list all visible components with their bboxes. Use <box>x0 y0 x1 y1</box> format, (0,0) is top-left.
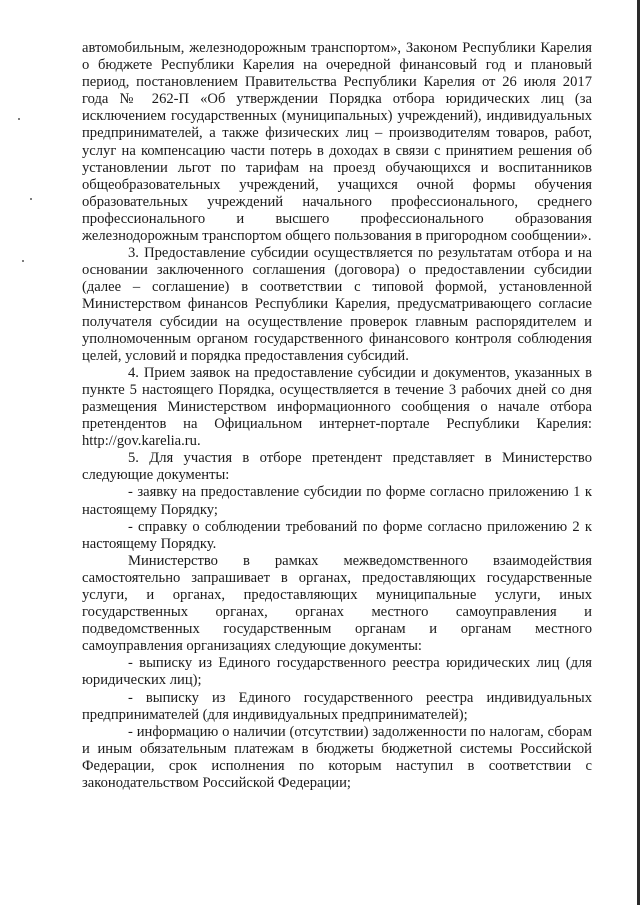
scan-speck <box>30 198 32 200</box>
list-item-certificate: - справку о соблюдении требований по форме согласно приложению 2 к настоящему Порядку. <box>82 518 592 552</box>
list-item-egrul: - выписку из Единого государственного реестра юридических лиц (для юридических лиц); <box>82 655 592 689</box>
paragraph-ministry-request: Министерство в рамках межведомственного взаимодействия самостоятельно запрашивает в органах, предоставляющих государственные услуги, и органах, предоставляющих муниципальные услуги, иных государственных органах, органах местного самоуправления и подведомственных государственным органам и органам местного самоуправления организациях следующие документы: <box>82 552 592 655</box>
paragraph-continuation: автомобильным, железнодорожным транспортом», Законом Республики Карелия о бюджете Республики Карелия на очередной финансовый год и плановый период, постановлением Правительства Республики Карелия от 26 июля 2017 года № 262-П «Об утверждении Порядка отбора юридических лиц (за исключением государственных (муниципальных) учреждений), индивидуальных предпринимателей, а также физических лиц – производителям товаров, работ, услуг на компенсацию части потерь в доходах в связи с принятием решения об установлении льгот по тарифам на проезд обучающихся и воспитанников общеобразовательных учреждений, учащихся очной формы обучения образовательных учреждений начального профессионального, среднего профессионального и высшего профессионального образования железнодорожным транспортом общего пользования в пригородном сообщении». <box>82 40 592 245</box>
list-item-application: - заявку на предоставление субсидии по форме согласно приложению 1 к настоящему Порядку; <box>82 484 592 518</box>
document-body <box>82 40 592 792</box>
paragraph-item-5: 5. Для участия в отборе претендент представляет в Министерство следующие документы: <box>82 450 592 484</box>
paragraph-item-3: 3. Предоставление субсидии осуществляется по результатам отбора и на основании заключенного соглашения (договора) о предоставлении субсидии (далее – соглашение) в соответствии с типовой формой, установленной Министерством финансов Республики Карелия, предусматривающего согласие получателя субсидии на осуществление проверок главным распорядителем и уполномоченным органом государственного финансового контроля соблюдения целей, условий и порядка предоставления субсидий. <box>82 245 592 364</box>
list-item-egrip: - выписку из Единого государственного реестра индивидуальных предпринимателей (для индивидуальных предпринимателей); <box>82 689 592 723</box>
scan-speck <box>22 260 24 262</box>
scan-speck <box>18 118 20 120</box>
paragraph-item-4: 4. Прием заявок на предоставление субсидии и документов, указанных в пункте 5 настоящего Порядка, осуществляется в течение 3 рабочих дней со дня размещения Министерством информационного сообщения о начале отбора претендентов на Официальном интернет-портале Республики Карелия: http://gov.karelia.ru. <box>82 364 592 450</box>
list-item-tax-debt: - информацию о наличии (отсутствии) задолженности по налогам, сборам и иным обязательным платежам в бюджеты бюджетной системы Российской Федерации, срок исполнения по которым наступил в соответствии с законодательством Российской Федерации; <box>82 723 592 792</box>
